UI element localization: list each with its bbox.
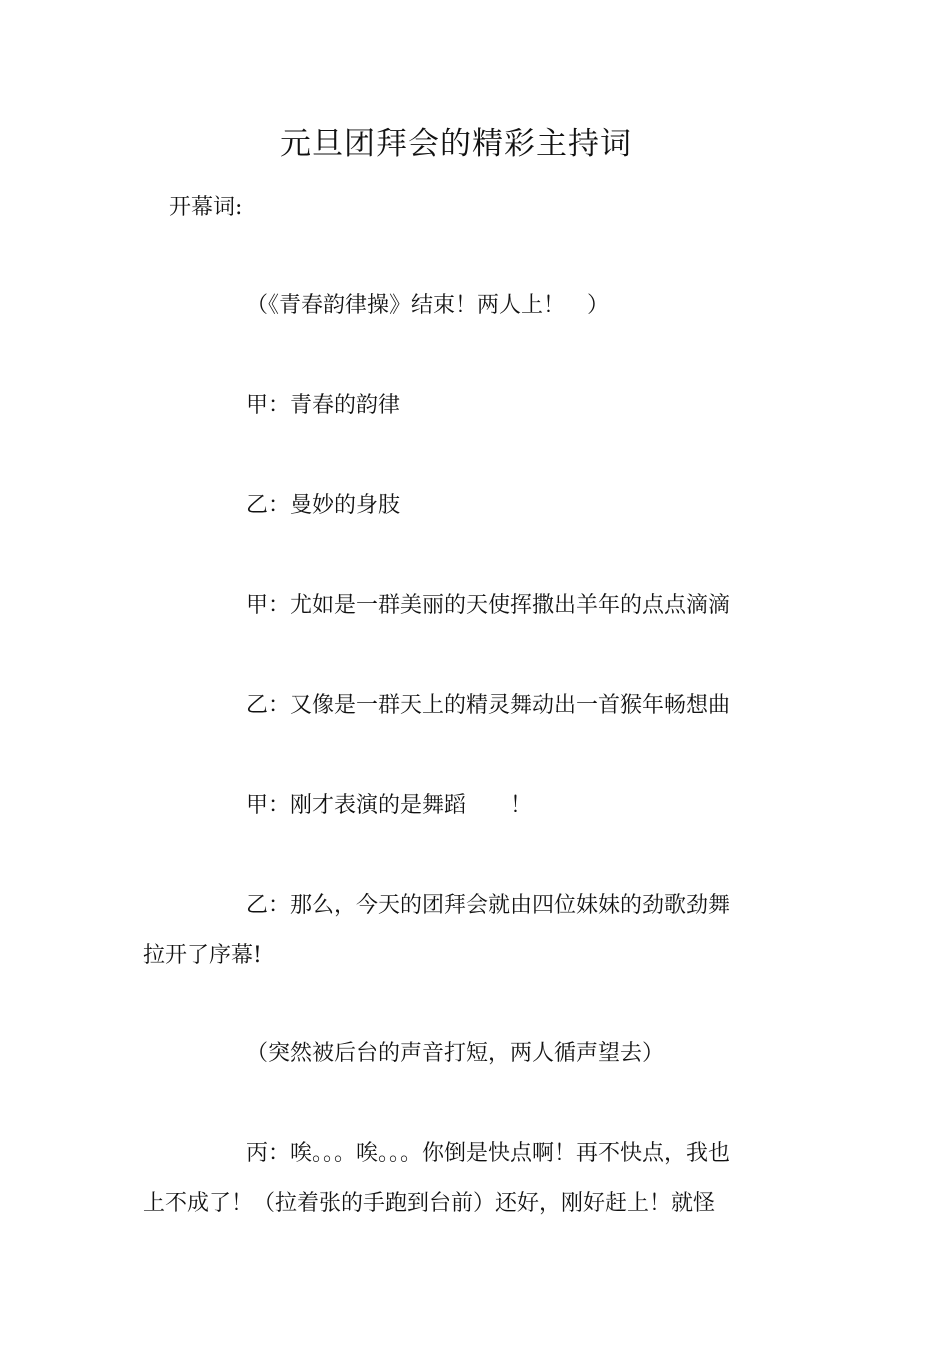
stage-direction: （《青春韵律操》结束！两人上！ ） — [246, 293, 610, 318]
dialogue-line: 丙：唉。。。唉。。。你倒是快点啊！再不快点，我也 — [246, 1141, 731, 1166]
dialogue-line: 乙：曼妙的身肢 — [246, 493, 401, 518]
section-heading: 开幕词: — [169, 195, 243, 220]
dialogue-line: 甲：青春的韵律 — [246, 393, 401, 418]
dialogue-line-continuation: 上不成了！（拉着张的手跑到台前）还好，刚好赶上！就怪 — [143, 1191, 716, 1216]
dialogue-line: 乙：又像是一群天上的精灵舞动出一首猴年畅想曲 — [246, 693, 731, 718]
dialogue-line: 乙：那么，今天的团拜会就由四位妹妹的劲歌劲舞 — [246, 893, 731, 918]
dialogue-line-continuation: 拉开了序幕! — [143, 943, 262, 968]
document-title: 元旦团拜会的精彩主持词 — [280, 126, 632, 162]
stage-direction: （突然被后台的声音打短，两人循声望去） — [246, 1041, 665, 1066]
dialogue-line: 甲：刚才表演的是舞蹈 ！ — [246, 793, 533, 818]
dialogue-line: 甲：尤如是一群美丽的天使挥撒出羊年的点点滴滴 — [246, 593, 731, 618]
